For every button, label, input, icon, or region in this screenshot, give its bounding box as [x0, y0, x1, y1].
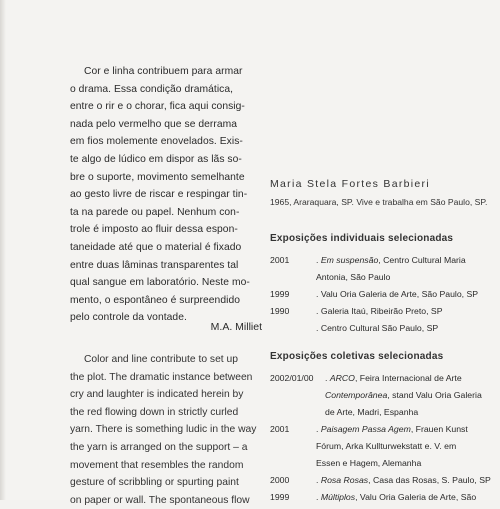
- exhibition-text: [325, 370, 500, 421]
- exhibition-year: 2001: [270, 255, 290, 265]
- exhibition-text: [316, 421, 496, 472]
- exhibition-year: 2001: [270, 424, 290, 434]
- essay-line: pelo controle da vontade.: [70, 312, 187, 324]
- exhibition-line: Contemporânea, stand Valu Oria Galeria: [325, 390, 482, 400]
- exhibition-line: . Em suspensão, Centro Cultural Maria: [316, 255, 466, 265]
- essay-line: the red flowing down in strictly curled: [70, 406, 239, 418]
- english-essay: [70, 351, 260, 509]
- essay-line: taneidade até que o material é fixado: [70, 241, 242, 253]
- exhibition-line: . ARCO, Feira Internacional de Arte: [325, 373, 462, 383]
- exhibition-year: 1999: [270, 289, 290, 299]
- essay-line: em fios molemente enovelados. Exis-: [70, 136, 243, 148]
- exhibition-line: Antonia, São Paulo: [316, 272, 391, 282]
- essay-line: movement that resembles the random: [70, 459, 244, 471]
- essay-line: the plot. The dramatic instance between: [70, 371, 253, 383]
- exhibition-line: de Arte, Madri, Espanha: [325, 407, 419, 417]
- essay-line: nada pelo vermelho que se derrama: [70, 118, 238, 130]
- exhibition-year: 1999: [270, 492, 290, 502]
- exhibition-line: . Paisagem Passa Agem, Frauen Kunst: [316, 424, 468, 434]
- exhibition-line: . Múltiplos, Valu Oria Galeria de Arte, São: [316, 492, 477, 502]
- essay-line: yarn. There is something ludic in the way: [70, 424, 257, 436]
- page-edge-shadow: [0, 0, 6, 500]
- essay-line: qual sangue em laboratório. Neste mo-: [70, 277, 250, 289]
- exhibition-text: [316, 286, 496, 303]
- essay-line: Cor e linha contribuem para armar: [84, 66, 243, 77]
- artist-bio: 1965, Araraquara, SP. Vive e trabalha em São Paulo, SP.: [270, 197, 488, 207]
- exhibition-line: . Rosa Rosas, Casa das Rosas, S. Paulo, SP: [316, 475, 491, 485]
- essay-line: bre o suporte, movimento semelhante: [70, 171, 245, 183]
- exhibition-text: [316, 303, 496, 320]
- essay-line: trole é imposto ao fluir dessa espon-: [70, 224, 238, 236]
- essay-line: ao gesto livre de riscar e respingar tin-: [70, 189, 248, 201]
- essay-line: Color and line contribute to set up: [84, 354, 238, 365]
- essay-line: o drama. Essa condição dramática,: [70, 83, 234, 95]
- essay-line: gesture of scribbling or spurting paint: [70, 477, 239, 489]
- individual-exhibitions-heading: Exposições individuais selecionadas: [270, 233, 454, 244]
- exhibition-text: [316, 320, 496, 337]
- exhibition-line: Fórum, Arka Kullturwekstatt e. V. em: [316, 441, 457, 451]
- essay-line: cry and laughter is indicated herein by: [70, 389, 244, 401]
- essay-signature: M.A. Milliet: [210, 321, 262, 333]
- exhibition-line: . Valu Oria Galeria de Arte, São Paulo, SP: [316, 289, 479, 299]
- exhibition-line: . Galeria Itaú, Ribeirão Preto, SP: [316, 306, 443, 316]
- exhibition-text: [316, 252, 496, 286]
- essay-line: mento, o espontâneo é surpreendido: [70, 294, 241, 306]
- collective-exhibitions-heading: Exposições coletivas selecionadas: [270, 351, 444, 362]
- essay-line: ta na parede ou papel. Nenhum con-: [70, 206, 240, 218]
- exhibition-line: . Centro Cultural São Paulo, SP: [316, 323, 439, 333]
- essay-line: on paper or wall. The spontaneous flow: [70, 494, 250, 506]
- exhibition-year: 2000: [270, 475, 290, 485]
- exhibition-year: 2002/01/00: [270, 373, 314, 383]
- essay-line: entre duas lâminas transparentes tal: [70, 259, 239, 271]
- portuguese-essay: [70, 63, 260, 327]
- essay-line: entre o rir e o chorar, fica aqui consig-: [70, 101, 245, 113]
- exhibition-year: 1990: [270, 306, 290, 316]
- exhibition-text: [316, 472, 496, 489]
- exhibition-line: Essen e Hagem, Alemanha: [316, 458, 422, 468]
- essay-line: te algo de lúdico em dispor as lãs so-: [70, 153, 242, 165]
- exhibition-text: [316, 489, 496, 506]
- essay-line: the yarn is arranged on the support – a: [70, 441, 248, 453]
- artist-name: Maria Stela Fortes Barbieri: [270, 178, 430, 190]
